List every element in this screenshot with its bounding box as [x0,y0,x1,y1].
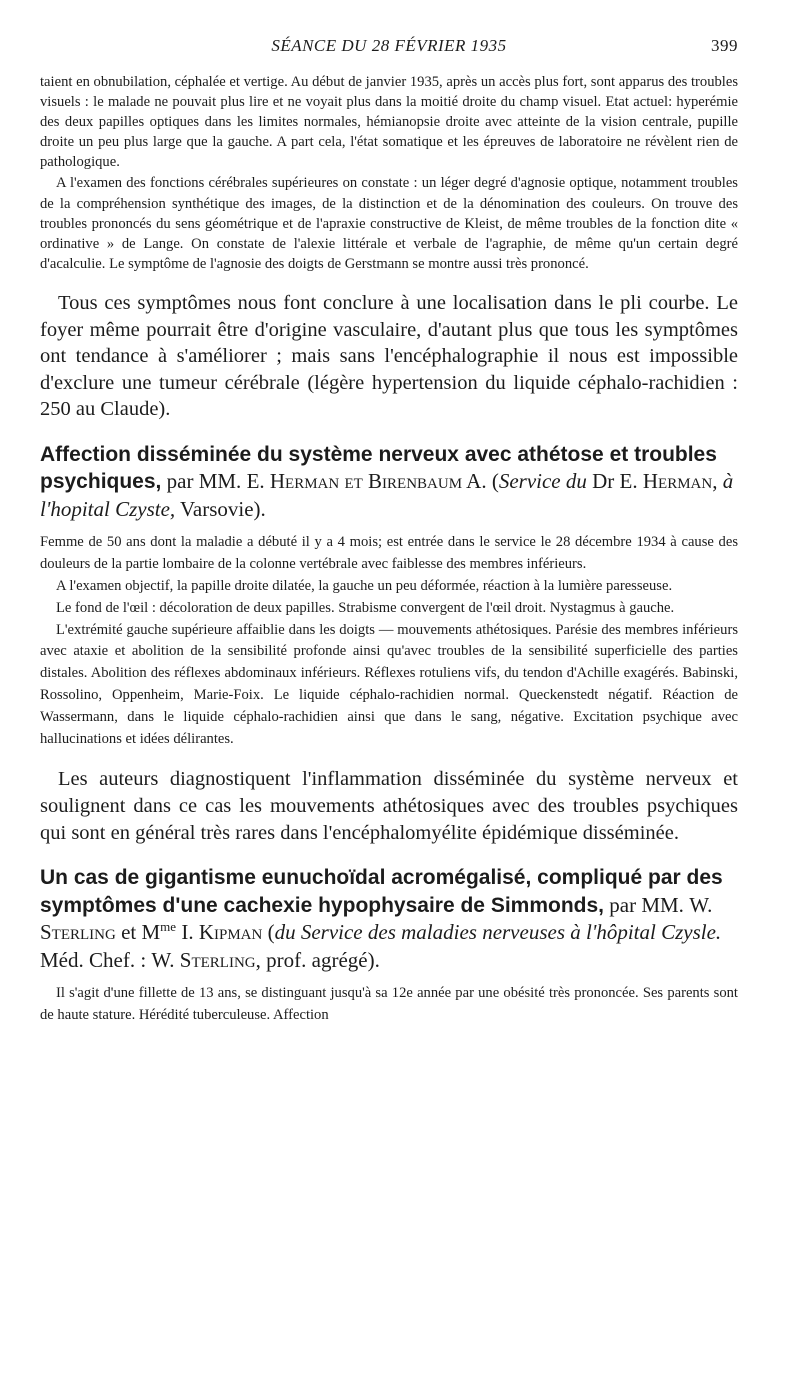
article-title: Affection disséminée du système nerveux avec athétose et troubles psychiques, [40,442,717,494]
page-number: 399 [711,36,738,55]
article-heading [40,441,738,524]
paren-open: ( [262,920,275,945]
conclusion-paragraph: Les auteurs diagnostiquent l'inflammation disséminée du système nerveux et soulignent dans ce cas les mouvements athétosiques avec des troubles psychiques qui sont en général très rares dans l'encéphalomyélite épidémique disséminée. [40,768,738,844]
case-text-paragraph: taient en obnubilation, céphalée et vertige. Au début de janvier 1935, après un accès plus fort, sont apparus des troubles visuels : le malade ne pouvait plus lire et ne voyait plus dans la moitié droite du champ visuel. Etat actuel: hyperémie des deux papilles optiques dans les limites normales, hémianopsie droite avec atteinte de la vision centrale, pupille droite un peu plus large que la gauche. A part cela, l'état somatique et les épreuves de laboratoire ne révèlent rien de pathologique. [40,74,738,171]
affiliation-service: Service du [498,469,587,494]
byline-prefix: par MM. [604,892,690,917]
byline-conjunction: et M [115,920,161,945]
page-header [40,36,738,60]
conclusion-paragraph: Tous ces symptômes nous font conclure à une localisation dans le pli courbe. Le foyer même pourrait être d'origine vasculaire, d'autant plus que tous les symptômes ont tendance à s'améliorer ; mais sans l'encéphalographie il nous est impossible d'exclure une tumeur cérébrale (légère hypertension du liquide céphalo-rachidien : 250 au Claude). [40,291,738,421]
chief-name: W. Sterling [151,947,256,972]
doctor-title: Dr [586,469,615,494]
article-author: I. Kipman [176,920,263,945]
paren-open: ( [486,469,499,494]
article-author: W. Sterling [40,892,713,945]
article-paragraph: Le fond de l'œil : décoloration de deux papilles. Strabisme convergent de l'œil droit. Nystagmus à gauche. [56,599,675,616]
article-body [40,983,738,1027]
chief-label: Méd. Chef. : [40,947,152,972]
article-paragraph: Il s'agit d'une fillette de 13 ans, se distinguant jusqu'à sa 12e année par une obésité très prononcée. Ses parents sont de haute stature. Hérédité tuberculeuse. Affection [40,985,738,1023]
affiliation-hospital: à l'hopital Czyste, [40,469,734,521]
byline-prefix: par MM. [161,469,247,494]
article-heading [40,864,738,974]
service-head-name: E. Herman, [614,469,718,494]
article-paragraph: Femme de 50 ans dont la maladie a débuté il y a 4 mois; est entrée dans le service le 28 décembre 1934 à cause des douleurs de la partie lombaire de la colonne vertébrale avec faiblesse des membres inférieurs. [40,534,738,573]
article-authors: E. Herman et Birenbaum A. [246,469,487,494]
chief-rank: , prof. agrégé). [255,947,380,972]
title-abbreviation: me [160,919,177,935]
article-paragraph: A l'examen objectif, la papille droite dilatée, la gauche un peu déformée, réaction à la lumière paresseuse. [56,578,673,594]
case-text-paragraph: A l'examen des fonctions cérébrales supérieures on constate : un léger degré d'agnosie optique, notamment troubles de la compréhension synthétique des images, de la distinction et de la dénomination des couleurs. On trouve des troubles prononcés du sens géométrique et de l'apraxie constructive de Kleist, de même troubles de la fonction dite « ordinative » de Lange. On constate de l'alexie littérale et verbale de l'agraphie, de même qu'un certain degré d'acalculie. Le symptôme de l'agnosie des doigts de Gerstmann se montre aussi très prononcé. [40,175,738,272]
article-body [40,532,738,750]
article-paragraph: L'extrémité gauche supérieure affaiblie dans les doigts — mouvements athétosiques. Parésie des membres inférieurs avec ataxie et abolition de la sensibilité profonde ainsi qu'avec troubles de la sensibilité superficielle des parties distales. Abolition des réflexes abdominaux inférieurs. Réflexes rotuliens vifs, du tendon d'Achille exagérés. Babinski, Rossolino, Oppenheim, Marie-Foix. Le liquide céphalo-rachidien normal. Queckenstedt négatif. Réaction de Wassermann, dans le liquide céphalo-rachidien ainsi que dans le sang, négative. Excitation psychique avec hallucinations et idées délirantes. [40,621,738,747]
article-title: Un cas de gigantisme eunuchoïdal acromégalisé, compliqué par des symptômes d'une cachexie hypophysaire de Simmonds, [40,866,723,917]
page-body [40,72,738,1027]
affiliation-service: du Service des maladies nerveuses à l'hôpital Czysle. [274,920,722,945]
running-head: SÉANCE DU 28 FÉVRIER 1935 [271,36,507,55]
affiliation-city: Varsovie). [175,496,266,521]
